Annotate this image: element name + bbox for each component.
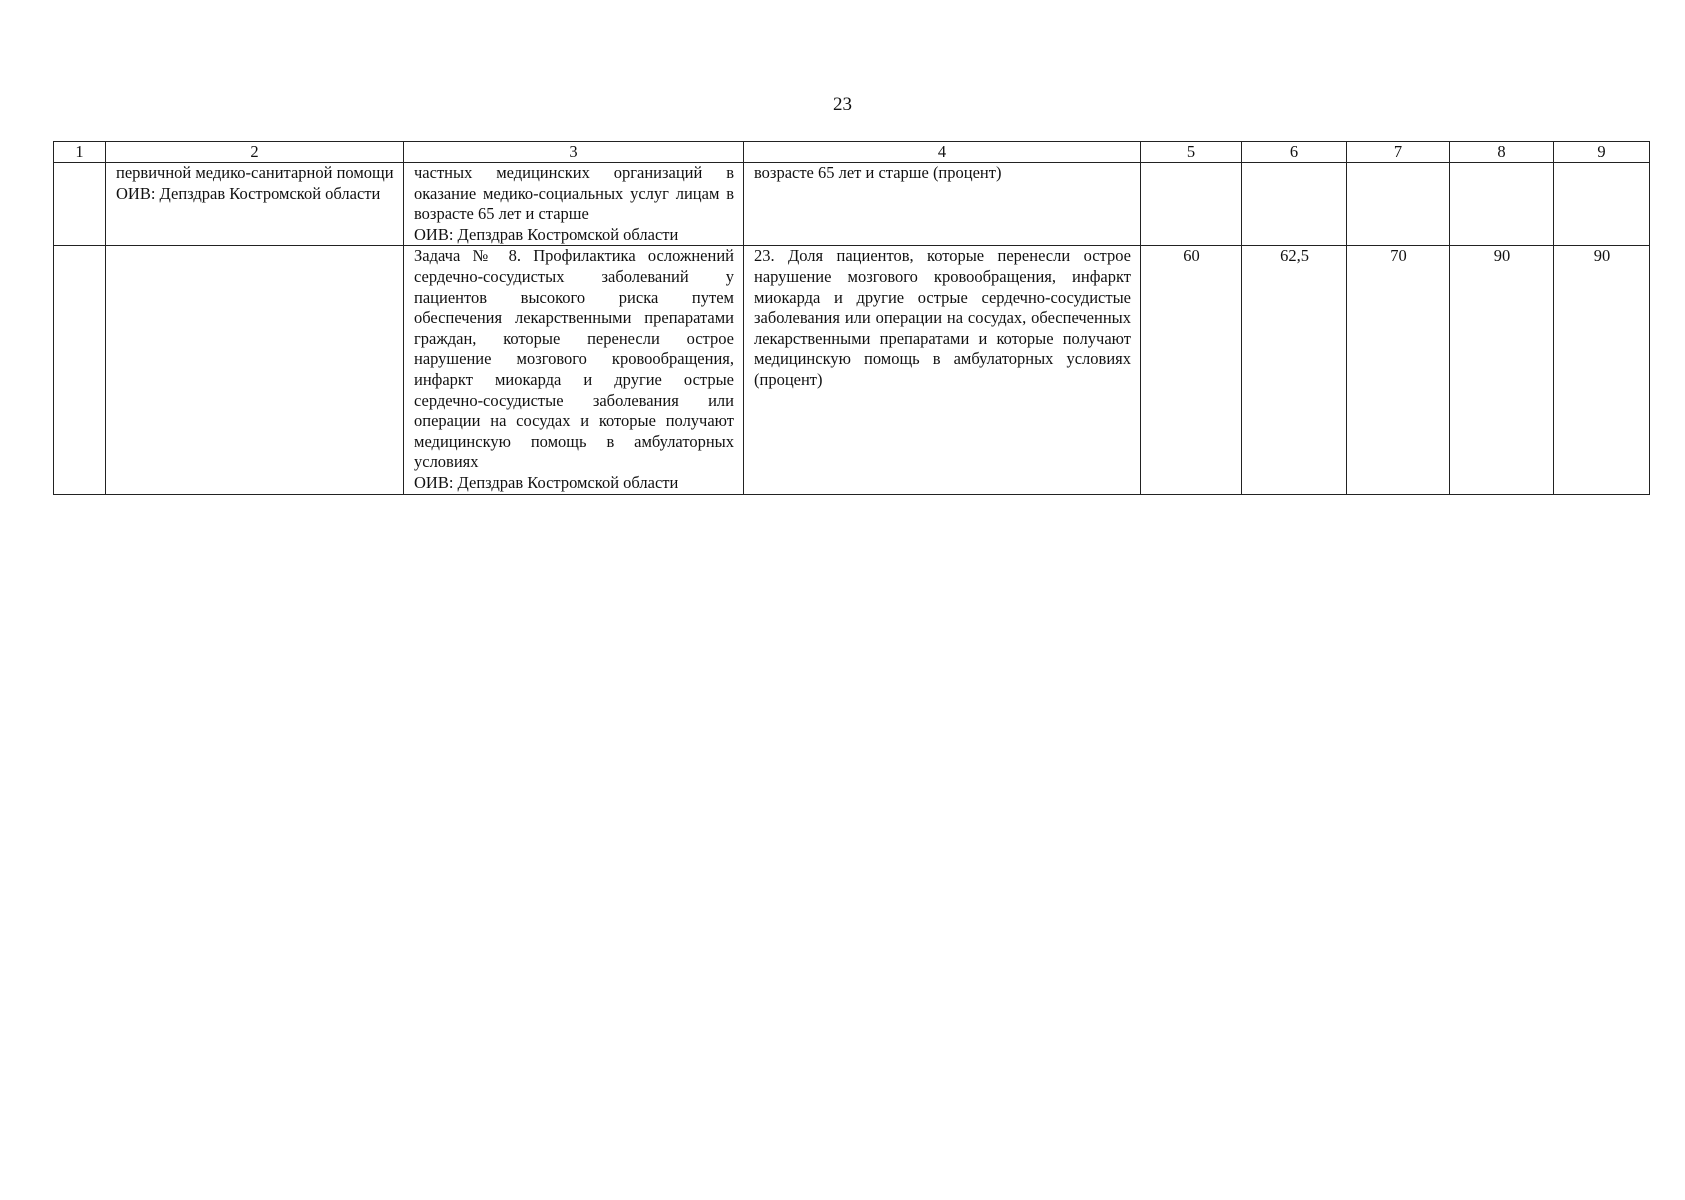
- column-number: 7: [1347, 142, 1450, 163]
- column-number: 6: [1242, 142, 1347, 163]
- oiv-label: ОИВ: Депздрав Костромской области: [414, 472, 679, 492]
- task-text: Задача № 8. Профилактика осложнений сердечно-сосудистых заболеваний у пациентов высокого риска путем обеспечения лекарственными препаратами граждан, которые перенесли острое нарушение мозгового кровообращения, инфаркт миокарда и другие острые сердечно-сосудистые заболевания или операции на сосудах и которые получают медицинскую помощь в амбулаторных условиях: [414, 246, 734, 472]
- table-row: [54, 163, 1650, 246]
- row-index-cell: [54, 163, 106, 246]
- value-cell: 62,5: [1242, 246, 1347, 494]
- column-number: 3: [404, 142, 744, 163]
- oiv-label: ОИВ: Депздрав Костромской области: [116, 183, 381, 203]
- value-cell: [1141, 163, 1242, 246]
- column-number: 4: [744, 142, 1141, 163]
- task-cell: [404, 246, 744, 494]
- table-row: [54, 246, 1650, 494]
- column-number: 1: [54, 142, 106, 163]
- value-cell: [1450, 163, 1554, 246]
- task-cell: [404, 163, 744, 246]
- column-number-row: [54, 142, 1650, 163]
- program-text: первичной медико-санитарной помощи: [116, 163, 394, 182]
- oiv-label: ОИВ: Депздрав Костромской области: [414, 224, 679, 244]
- value-cell: 70: [1347, 246, 1450, 494]
- value-cell: [1554, 163, 1650, 246]
- column-number: 9: [1554, 142, 1650, 163]
- column-number: 2: [106, 142, 404, 163]
- column-number: 8: [1450, 142, 1554, 163]
- task-text: частных медицинских организаций в оказание медико-социальных услуг лицам в возрасте 65 лет и старше: [414, 163, 734, 224]
- column-number: 5: [1141, 142, 1242, 163]
- program-cell: [106, 163, 404, 246]
- page-number: 23: [833, 94, 852, 115]
- row-index-cell: [54, 246, 106, 494]
- value-cell: [1242, 163, 1347, 246]
- indicator-cell: возрасте 65 лет и старше (процент): [744, 163, 1141, 246]
- value-cell: 60: [1141, 246, 1242, 494]
- value-cell: [1347, 163, 1450, 246]
- indicator-cell: 23. Доля пациентов, которые перенесли острое нарушение мозгового кровообращения, инфаркт миокарда и другие острые сердечно-сосудистые заболевания или операции на сосудах, обеспеченных лекарственными препаратами и которые получают медицинскую помощь в амбулаторных условиях (процент): [744, 246, 1141, 494]
- program-cell: [106, 246, 404, 494]
- value-cell: 90: [1450, 246, 1554, 494]
- indicator-table: [53, 141, 1650, 495]
- value-cell: 90: [1554, 246, 1650, 494]
